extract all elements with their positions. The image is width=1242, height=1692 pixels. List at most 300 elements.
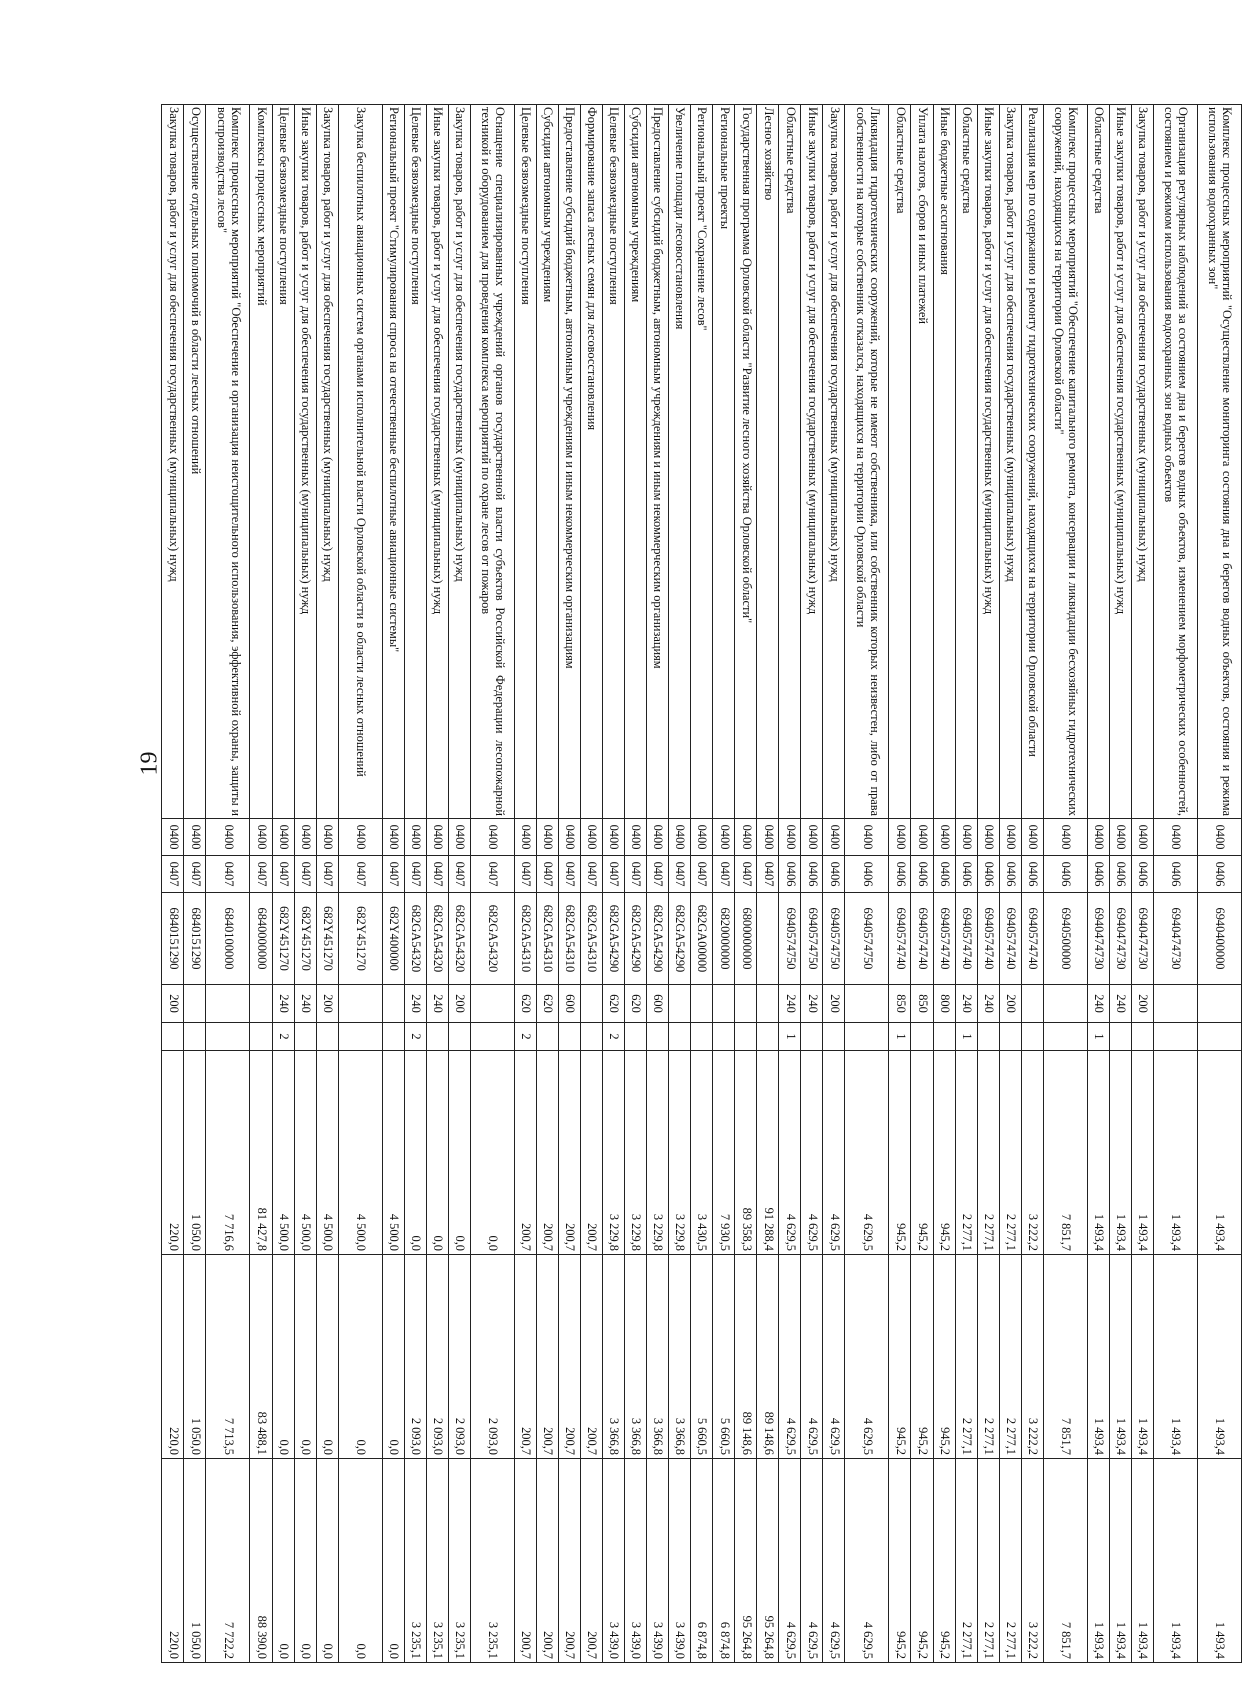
row-name: Оснащение специализированных учреждений органов государственной власти субъектов Российской Федерации лесопожарной техникой и оборудованием для проведения комплекса мероприятий по охране лесов от пожаров <box>470 105 514 819</box>
row-name: Региональные проекты <box>713 105 735 819</box>
table-row <box>581 105 603 1663</box>
subsection-code: 0407 <box>448 856 470 893</box>
section-code: 0400 <box>933 819 955 856</box>
section-code: 0400 <box>470 819 514 856</box>
source-code <box>581 1023 603 1051</box>
row-name: Ликвидация гидротехнических сооружений, которые не имеют собственника, или собственник которых неизвестен, либо от права собственности на которые собственник отказался, находящихся на территории Орловской области <box>845 105 889 819</box>
subsection-code: 0406 <box>911 856 933 893</box>
section-code: 0400 <box>1021 819 1043 856</box>
table-row <box>955 105 977 1663</box>
section-code: 0400 <box>426 819 448 856</box>
table-row <box>845 105 889 1663</box>
amount-year-2: 200,7 <box>558 1255 580 1459</box>
source-code: 2 <box>272 1023 294 1051</box>
amount-year-1: 220,0 <box>162 1051 184 1255</box>
section-code: 0400 <box>536 819 558 856</box>
subsection-code: 0406 <box>889 856 911 893</box>
amount-year-2: 200,7 <box>581 1255 603 1459</box>
expense-type-code: 240 <box>294 985 316 1023</box>
target-article-code: 6940474730 <box>1087 893 1109 985</box>
target-article-code: 682GA54320 <box>448 893 470 985</box>
row-name: Иные закупки товаров, работ и услуг для обеспечения государственных (муниципальных) нужд <box>977 105 999 819</box>
table-row <box>977 105 999 1663</box>
section-code: 0400 <box>691 819 713 856</box>
amount-year-2: 945,2 <box>933 1255 955 1459</box>
amount-year-3: 1 493,4 <box>1197 1459 1241 1663</box>
amount-year-2: 945,2 <box>889 1255 911 1459</box>
amount-year-1: 3 229,8 <box>625 1051 647 1255</box>
section-code: 0400 <box>889 819 911 856</box>
amount-year-2: 0,0 <box>272 1255 294 1459</box>
amount-year-1: 4 629,5 <box>845 1051 889 1255</box>
source-code: 1 <box>779 1023 801 1051</box>
amount-year-1: 945,2 <box>889 1051 911 1255</box>
subsection-code: 0406 <box>1021 856 1043 893</box>
source-code <box>162 1023 184 1051</box>
amount-year-3: 6 874,8 <box>713 1459 735 1663</box>
amount-year-3: 2 277,1 <box>977 1459 999 1663</box>
amount-year-3: 3 439,0 <box>603 1459 625 1663</box>
amount-year-2: 1 493,4 <box>1197 1255 1241 1459</box>
subsection-code: 0407 <box>338 856 382 893</box>
table-row <box>669 105 691 1663</box>
source-code <box>801 1023 823 1051</box>
source-code <box>1153 1023 1197 1051</box>
table-body <box>162 105 1242 1663</box>
source-code <box>625 1023 647 1051</box>
amount-year-3: 88 390,0 <box>250 1459 272 1663</box>
row-name: Комплекс процессных мероприятий "Обеспечение и организация неистощительного использования, эффективной охраны, защиты и воспроизводства лесов" <box>206 105 250 819</box>
expense-type-code <box>691 985 713 1023</box>
target-article-code: 682GA54290 <box>603 893 625 985</box>
table-row <box>691 105 713 1663</box>
amount-year-1: 3 430,5 <box>691 1051 713 1255</box>
target-article-code: 6840000000 <box>250 893 272 985</box>
section-code: 0400 <box>294 819 316 856</box>
section-code: 0400 <box>206 819 250 856</box>
amount-year-3: 0,0 <box>294 1459 316 1663</box>
expense-type-code: 200 <box>162 985 184 1023</box>
subsection-code: 0407 <box>625 856 647 893</box>
expense-type-code: 200 <box>316 985 338 1023</box>
row-name: Областные средства <box>1087 105 1109 819</box>
section-code: 0400 <box>1197 819 1241 856</box>
amount-year-1: 4 500,0 <box>382 1051 404 1255</box>
expense-type-code <box>713 985 735 1023</box>
target-article-code: 6940400000 <box>1197 893 1241 985</box>
expense-type-code: 620 <box>603 985 625 1023</box>
target-article-code: 682GA54290 <box>647 893 669 985</box>
table-row <box>999 105 1021 1663</box>
source-code <box>536 1023 558 1051</box>
section-code: 0400 <box>316 819 338 856</box>
amount-year-2: 1 493,4 <box>1087 1255 1109 1459</box>
amount-year-1: 89 358,3 <box>735 1051 757 1255</box>
amount-year-2: 5 660,5 <box>713 1255 735 1459</box>
subsection-code: 0407 <box>757 856 779 893</box>
row-name: Областные средства <box>779 105 801 819</box>
amount-year-3: 4 629,5 <box>779 1459 801 1663</box>
subsection-code: 0407 <box>184 856 206 893</box>
amount-year-2: 200,7 <box>536 1255 558 1459</box>
amount-year-1: 1 050,0 <box>184 1051 206 1255</box>
amount-year-3: 220,0 <box>162 1459 184 1663</box>
amount-year-2: 3 366,8 <box>647 1255 669 1459</box>
amount-year-2: 1 493,4 <box>1109 1255 1131 1459</box>
source-code <box>1197 1023 1241 1051</box>
amount-year-1: 4 629,5 <box>823 1051 845 1255</box>
expense-type-code <box>250 985 272 1023</box>
subsection-code: 0406 <box>1197 856 1241 893</box>
section-code: 0400 <box>603 819 625 856</box>
section-code: 0400 <box>514 819 536 856</box>
row-name: Предоставление субсидий бюджетным, автономным учреждениям и иным некоммерческим организациям <box>647 105 669 819</box>
source-code: 1 <box>955 1023 977 1051</box>
amount-year-1: 200,7 <box>558 1051 580 1255</box>
subsection-code: 0407 <box>581 856 603 893</box>
amount-year-3: 1 493,4 <box>1109 1459 1131 1663</box>
amount-year-3: 3 235,1 <box>448 1459 470 1663</box>
amount-year-1: 3 229,8 <box>603 1051 625 1255</box>
amount-year-1: 81 427,8 <box>250 1051 272 1255</box>
section-code: 0400 <box>1109 819 1131 856</box>
section-code: 0400 <box>669 819 691 856</box>
source-code <box>448 1023 470 1051</box>
source-code <box>845 1023 889 1051</box>
target-article-code: 682Y400000 <box>382 893 404 985</box>
amount-year-2: 2 093,0 <box>448 1255 470 1459</box>
amount-year-2: 1 493,4 <box>1153 1255 1197 1459</box>
table-row <box>647 105 669 1663</box>
row-name: Закупка товаров, работ и услуг для обеспечения государственных (муниципальных) нужд <box>162 105 184 819</box>
table-row <box>933 105 955 1663</box>
row-name: Целевые безвозмездные поступления <box>603 105 625 819</box>
target-article-code: 6800000000 <box>735 893 757 985</box>
amount-year-3: 3 439,0 <box>625 1459 647 1663</box>
amount-year-3: 2 277,1 <box>955 1459 977 1663</box>
amount-year-3: 3 439,0 <box>647 1459 669 1663</box>
expense-type-code: 200 <box>999 985 1021 1023</box>
table-row <box>250 105 272 1663</box>
subsection-code: 0406 <box>845 856 889 893</box>
source-code <box>338 1023 382 1051</box>
amount-year-1: 1 493,4 <box>1109 1051 1131 1255</box>
table-row <box>757 105 779 1663</box>
table-row <box>184 105 206 1663</box>
expense-type-code: 600 <box>647 985 669 1023</box>
table-row <box>625 105 647 1663</box>
section-code: 0400 <box>382 819 404 856</box>
section-code: 0400 <box>558 819 580 856</box>
target-article-code: 682Y451270 <box>294 893 316 985</box>
amount-year-2: 4 629,5 <box>801 1255 823 1459</box>
amount-year-2: 83 488,1 <box>250 1255 272 1459</box>
amount-year-3: 4 629,5 <box>801 1459 823 1663</box>
subsection-code: 0407 <box>382 856 404 893</box>
amount-year-2: 945,2 <box>911 1255 933 1459</box>
expense-type-code: 600 <box>558 985 580 1023</box>
amount-year-3: 7 851,7 <box>1043 1459 1087 1663</box>
source-code <box>977 1023 999 1051</box>
source-code <box>823 1023 845 1051</box>
amount-year-1: 945,2 <box>933 1051 955 1255</box>
amount-year-3: 945,2 <box>911 1459 933 1663</box>
source-code: 2 <box>603 1023 625 1051</box>
source-code <box>669 1023 691 1051</box>
subsection-code: 0407 <box>206 856 250 893</box>
source-code <box>735 1023 757 1051</box>
table-row <box>162 105 184 1663</box>
expense-type-code <box>1043 985 1087 1023</box>
table-row <box>1153 105 1197 1663</box>
expense-type-code <box>1197 985 1241 1023</box>
target-article-code: 682GA54290 <box>625 893 647 985</box>
expense-type-code: 240 <box>426 985 448 1023</box>
amount-year-2: 3 222,2 <box>1021 1255 1043 1459</box>
table-row <box>558 105 580 1663</box>
subsection-code: 0407 <box>426 856 448 893</box>
source-code <box>294 1023 316 1051</box>
amount-year-2: 0,0 <box>338 1255 382 1459</box>
amount-year-3: 4 629,5 <box>845 1459 889 1663</box>
amount-year-2: 4 629,5 <box>779 1255 801 1459</box>
expense-type-code: 240 <box>1087 985 1109 1023</box>
subsection-code: 0407 <box>536 856 558 893</box>
expense-type-code: 200 <box>1131 985 1153 1023</box>
section-code: 0400 <box>823 819 845 856</box>
target-article-code: 6840100000 <box>206 893 250 985</box>
source-code <box>206 1023 250 1051</box>
amount-year-2: 0,0 <box>316 1255 338 1459</box>
amount-year-3: 0,0 <box>382 1459 404 1663</box>
subsection-code: 0407 <box>404 856 426 893</box>
subsection-code: 0407 <box>691 856 713 893</box>
expense-type-code <box>757 985 779 1023</box>
subsection-code: 0406 <box>1087 856 1109 893</box>
expense-type-code <box>845 985 889 1023</box>
section-code: 0400 <box>338 819 382 856</box>
target-article-code: 6940474730 <box>1109 893 1131 985</box>
subsection-code: 0406 <box>977 856 999 893</box>
expense-type-code: 240 <box>955 985 977 1023</box>
source-code: 2 <box>514 1023 536 1051</box>
amount-year-2: 2 277,1 <box>955 1255 977 1459</box>
row-name: Целевые безвозмездные поступления <box>404 105 426 819</box>
section-code: 0400 <box>162 819 184 856</box>
section-code: 0400 <box>1043 819 1087 856</box>
row-name: Закупка товаров, работ и услуг для обеспечения государственных (муниципальных) нужд <box>1131 105 1153 819</box>
expense-type-code: 240 <box>1109 985 1131 1023</box>
source-code <box>470 1023 514 1051</box>
target-article-code: 682Y451270 <box>272 893 294 985</box>
source-code <box>426 1023 448 1051</box>
amount-year-1: 3 229,8 <box>669 1051 691 1255</box>
subsection-code: 0407 <box>603 856 625 893</box>
amount-year-1: 200,7 <box>536 1051 558 1255</box>
amount-year-1: 3 222,2 <box>1021 1051 1043 1255</box>
table-row <box>801 105 823 1663</box>
row-name: Иные закупки товаров, работ и услуг для обеспечения государственных (муниципальных) нужд <box>801 105 823 819</box>
subsection-code: 0407 <box>647 856 669 893</box>
amount-year-2: 7 851,7 <box>1043 1255 1087 1459</box>
row-name: Целевые безвозмездные поступления <box>514 105 536 819</box>
amount-year-3: 3 222,2 <box>1021 1459 1043 1663</box>
table-row <box>1109 105 1131 1663</box>
expense-type-code: 620 <box>536 985 558 1023</box>
amount-year-1: 0,0 <box>426 1051 448 1255</box>
amount-year-3: 200,7 <box>536 1459 558 1663</box>
source-code <box>757 1023 779 1051</box>
amount-year-3: 3 439,0 <box>669 1459 691 1663</box>
section-code: 0400 <box>647 819 669 856</box>
subsection-code: 0407 <box>162 856 184 893</box>
subsection-code: 0407 <box>514 856 536 893</box>
row-name: Субсидии автономным учреждениям <box>625 105 647 819</box>
amount-year-3: 3 235,1 <box>426 1459 448 1663</box>
table-row <box>426 105 448 1663</box>
source-code <box>184 1023 206 1051</box>
subsection-code: 0406 <box>823 856 845 893</box>
expense-type-code <box>669 985 691 1023</box>
amount-year-3: 945,2 <box>933 1459 955 1663</box>
amount-year-3: 4 629,5 <box>823 1459 845 1663</box>
row-name: Формирование запаса лесных семян для лесовосстановления <box>581 105 603 819</box>
expense-type-code <box>470 985 514 1023</box>
row-name: Организация регулярных наблюдений за состоянием дна и берегов водных объектов, изменением морфометрических особенностей, состоянием и режимом использования водоохранных зон водных объектов <box>1153 105 1197 819</box>
section-code: 0400 <box>1087 819 1109 856</box>
source-code: 2 <box>404 1023 426 1051</box>
amount-year-3: 0,0 <box>316 1459 338 1663</box>
expense-type-code: 850 <box>889 985 911 1023</box>
table-row <box>713 105 735 1663</box>
expense-type-code: 240 <box>977 985 999 1023</box>
target-article-code: 6940500000 <box>1043 893 1087 985</box>
row-name: Иные закупки товаров, работ и услуг для обеспечения государственных (муниципальных) нужд <box>294 105 316 819</box>
section-code: 0400 <box>779 819 801 856</box>
amount-year-3: 3 235,1 <box>404 1459 426 1663</box>
subsection-code: 0406 <box>1153 856 1197 893</box>
target-article-code: 682Y451270 <box>316 893 338 985</box>
row-name: Региональный проект "Сохранение лесов" <box>691 105 713 819</box>
amount-year-1: 7 851,7 <box>1043 1051 1087 1255</box>
source-code <box>1043 1023 1087 1051</box>
row-name: Областные средства <box>955 105 977 819</box>
source-code <box>382 1023 404 1051</box>
section-code: 0400 <box>757 819 779 856</box>
amount-year-3: 95 264,8 <box>735 1459 757 1663</box>
amount-year-3: 200,7 <box>514 1459 536 1663</box>
expense-type-code <box>1021 985 1043 1023</box>
table-row <box>272 105 294 1663</box>
subsection-code: 0406 <box>1131 856 1153 893</box>
row-name: Иные закупки товаров, работ и услуг для обеспечения государственных (муниципальных) нужд <box>1109 105 1131 819</box>
table-row <box>404 105 426 1663</box>
target-article-code: 6940474730 <box>1153 893 1197 985</box>
table-row <box>1087 105 1109 1663</box>
expense-type-code <box>382 985 404 1023</box>
expense-type-code: 620 <box>625 985 647 1023</box>
amount-year-3: 6 874,8 <box>691 1459 713 1663</box>
amount-year-1: 200,7 <box>581 1051 603 1255</box>
target-article-code: 6940574740 <box>1021 893 1043 985</box>
amount-year-1: 4 500,0 <box>338 1051 382 1255</box>
table-row <box>823 105 845 1663</box>
source-code <box>316 1023 338 1051</box>
section-code: 0400 <box>977 819 999 856</box>
source-code <box>1021 1023 1043 1051</box>
subsection-code: 0406 <box>999 856 1021 893</box>
section-code: 0400 <box>999 819 1021 856</box>
row-name: Закупка товаров, работ и услуг для обеспечения государственных (муниципальных) нужд <box>823 105 845 819</box>
table-row <box>603 105 625 1663</box>
amount-year-3: 200,7 <box>581 1459 603 1663</box>
expense-type-code: 800 <box>933 985 955 1023</box>
amount-year-3: 95 264,8 <box>757 1459 779 1663</box>
source-code <box>691 1023 713 1051</box>
amount-year-1: 1 493,4 <box>1131 1051 1153 1255</box>
amount-year-3: 2 277,1 <box>999 1459 1021 1663</box>
amount-year-3: 200,7 <box>558 1459 580 1663</box>
target-article-code: 6840151290 <box>162 893 184 985</box>
table-row <box>470 105 514 1663</box>
section-code: 0400 <box>735 819 757 856</box>
amount-year-2: 3 366,8 <box>603 1255 625 1459</box>
section-code: 0400 <box>448 819 470 856</box>
amount-year-3: 1 493,4 <box>1087 1459 1109 1663</box>
expense-type-code: 240 <box>272 985 294 1023</box>
subsection-code: 0407 <box>316 856 338 893</box>
table-row <box>514 105 536 1663</box>
section-code: 0400 <box>272 819 294 856</box>
target-article-code: 6940574740 <box>911 893 933 985</box>
table-row <box>911 105 933 1663</box>
amount-year-3: 1 493,4 <box>1131 1459 1153 1663</box>
amount-year-1: 0,0 <box>470 1051 514 1255</box>
rotated-table-wrapper <box>162 104 1242 1662</box>
subsection-code: 0407 <box>735 856 757 893</box>
target-article-code: 6940474730 <box>1131 893 1153 985</box>
subsection-code: 0406 <box>933 856 955 893</box>
table-row <box>382 105 404 1663</box>
expense-type-code <box>206 985 250 1023</box>
section-code: 0400 <box>845 819 889 856</box>
subsection-code: 0407 <box>470 856 514 893</box>
expense-type-code: 240 <box>404 985 426 1023</box>
target-article-code: 682Y451270 <box>338 893 382 985</box>
row-name: Закупка беспилотных авиационных систем органами исполнительной власти Орловской области в области лесных отношений <box>338 105 382 819</box>
source-code <box>933 1023 955 1051</box>
amount-year-2: 4 629,5 <box>845 1255 889 1459</box>
target-article-code <box>757 893 779 985</box>
row-name: Уплата налогов, сборов и иных платежей <box>911 105 933 819</box>
expense-type-code <box>735 985 757 1023</box>
table-row <box>735 105 757 1663</box>
target-article-code: 6820000000 <box>713 893 735 985</box>
amount-year-2: 7 713,5 <box>206 1255 250 1459</box>
source-code <box>999 1023 1021 1051</box>
target-article-code: 682GA54310 <box>514 893 536 985</box>
amount-year-2: 0,0 <box>294 1255 316 1459</box>
target-article-code: 6940574740 <box>999 893 1021 985</box>
target-article-code: 682GA54310 <box>581 893 603 985</box>
subsection-code: 0407 <box>250 856 272 893</box>
amount-year-2: 4 629,5 <box>823 1255 845 1459</box>
target-article-code: 682GA54310 <box>558 893 580 985</box>
section-code: 0400 <box>911 819 933 856</box>
amount-year-1: 200,7 <box>514 1051 536 1255</box>
row-name: Предоставление субсидий бюджетным, автономным учреждениям и иным некоммерческим организациям <box>558 105 580 819</box>
section-code: 0400 <box>801 819 823 856</box>
